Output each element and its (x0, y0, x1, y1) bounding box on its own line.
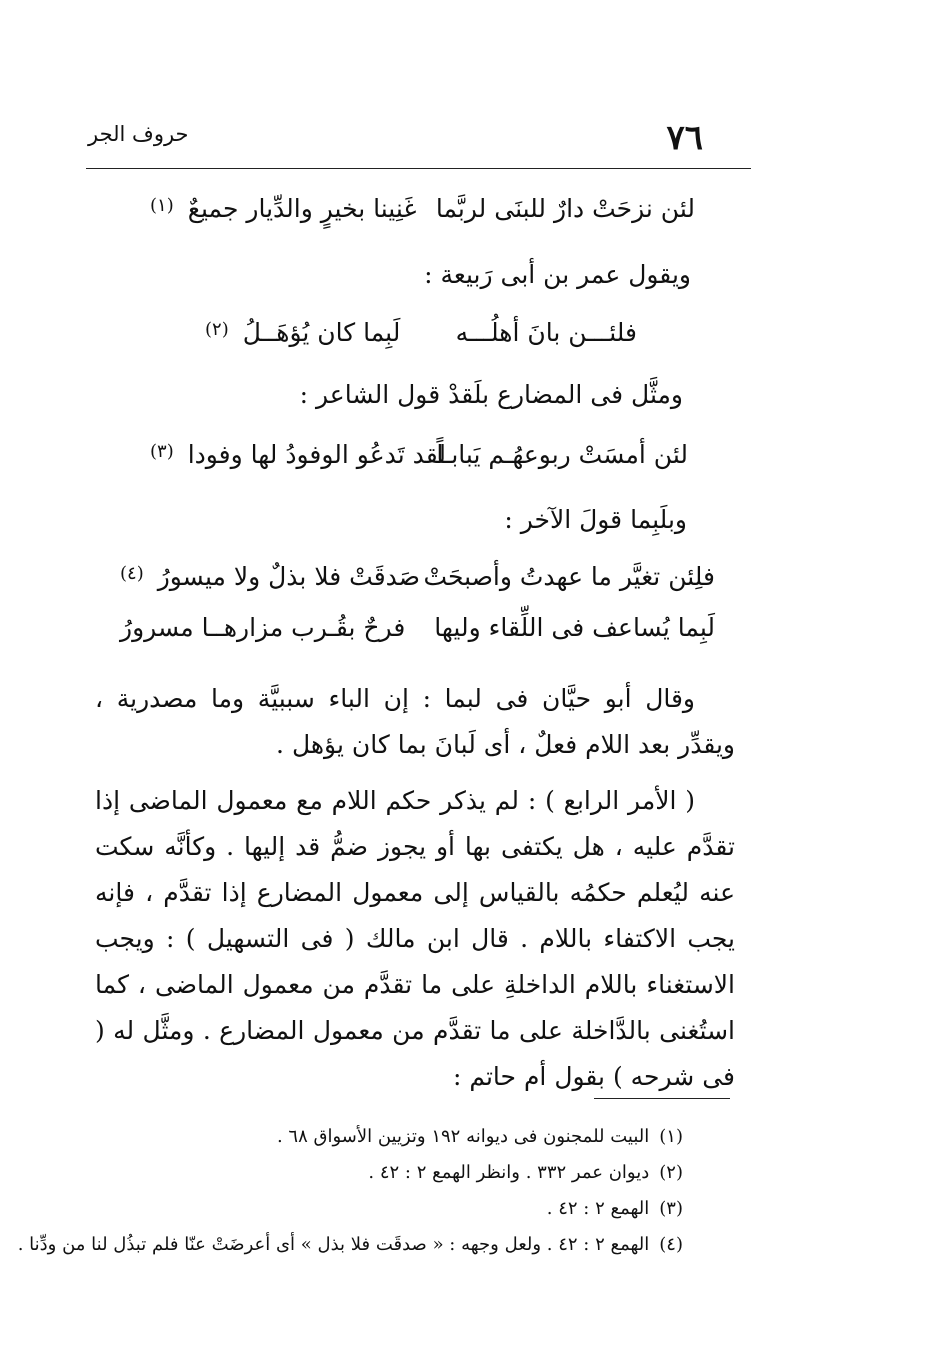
verse-5 (120, 613, 715, 647)
verse-1-second-text: غَنِينا بخيرٍ والدِّيار جميعٌ (187, 194, 417, 223)
verse-1-second-hemistich (150, 194, 416, 223)
footnote-1-text: البيت للمجنون فى ديوانه ١٩٢ وتزيين الأسواق ٦٨ . (276, 1126, 650, 1147)
intro-akhar: وبلَبِما قولَ الآخر : (504, 505, 687, 534)
footnote-2-text: ديوان عمر ٣٣٢ . وانظر الهمع ٢ : ٤٢ . (368, 1162, 650, 1183)
footnote-2 (368, 1162, 683, 1183)
verse-3-second-text: لقد تَدعُو الوفودُ لها وفودا (187, 440, 447, 469)
verse-5-second-hemistich: فرحٌ بقُـرب مزارهــا مسرورُ (120, 613, 406, 642)
footnote-ref-2: (٢) (205, 319, 229, 340)
footnote-3-number: (٣) (659, 1198, 683, 1219)
footnote-2-number: (٢) (659, 1162, 683, 1183)
footnote-ref-1: (١) (150, 195, 174, 216)
verse-2 (205, 318, 637, 352)
footnote-4-text: الهمع ٢ : ٤٢ . ولعل وجهه : « صدقَت فلا بذل » أى أعرضَتْ عنّا فلم تبذُل لنا من ودِّنا . (17, 1234, 650, 1255)
verse-3-second-hemistich (150, 440, 446, 469)
footnote-4 (18, 1234, 683, 1255)
footnote-1 (277, 1126, 683, 1147)
footnote-3-text: الهمع ٢ : ٤٢ . (546, 1198, 650, 1219)
footnote-ref-4: (٤) (120, 563, 144, 584)
verse-4-first-hemistich: فلِئن تغيَّر ما عهدتُ وأصبحَتْ (423, 562, 715, 591)
verse-2-second-hemistich (205, 318, 400, 347)
verse-1-first-hemistich: لئن نزحَتْ دارٌ للبنَى لربَّما (435, 194, 695, 223)
page-number: ٧٦ (666, 118, 703, 158)
verse-2-second-text: لَبِما كان يُؤهَــلُ (242, 318, 401, 347)
intro-umar: ويقول عمر بن أبى رَبيعة : (424, 260, 691, 289)
verse-4-second-hemistich (120, 562, 420, 591)
verse-4-second-text: صَدقَتْ فلا بذلٌ ولا ميسورُ (157, 562, 420, 591)
verse-2-first-hemistich: فلئـــن بانَ أهلُـــه (455, 318, 637, 347)
intro-mudari: ومثَّل فى المضارع بلَقدْ قول الشاعر : (299, 380, 683, 409)
verse-3 (150, 440, 688, 474)
verse-3-first-hemistich: لئن أمسَتْ ربوعهُـم يَبابـاً (436, 440, 688, 469)
footnote-1-number: (١) (659, 1126, 683, 1147)
header-rule (86, 168, 751, 169)
running-head: حروف الجر (88, 122, 189, 146)
verse-5-first-hemistich: لَبِما يُساعف فى اللِّقاء وليها (434, 613, 715, 642)
footnote-rule (594, 1098, 730, 1099)
paragraph-abu-hayyan: وقال أبو حيَّان فى لبما : إن الباء سببيَّة وما مصدرية ، ويقدِّر بعد اللام فعلٌ ، أى لَبانَ بما كان يؤهل . (95, 684, 735, 759)
paragraph-fourth-matter: ( الأمر الرابع ) : لم يذكر حكم اللام مع معمول الماضى إذا تقدَّم عليه ، هل يكتفى بها أو يجوز ضمُّ قد إليها . وكأنَّه سكت عنه ليُعلم حكمُه بالقياس إلى معمول المضارع إذا تقدَّم ، فإنه يجب الاكتفاء باللام . قال ابن مالك ( فى التسهيل ) : ويجب الاستغناء باللام الداخلةِ على ما تقدَّم من معمول الماضى ، كما استُغنى بالدَّاخلة على ما تقدَّم من معمول المضارع . ومثَّل له ( فى شرحه ) بقول أم حاتم : (95, 786, 735, 1091)
footnote-ref-3: (٣) (150, 441, 174, 462)
footnote-3 (547, 1198, 683, 1219)
verse-4 (120, 562, 715, 596)
verse-1 (150, 194, 695, 228)
footnote-4-number: (٤) (659, 1234, 683, 1255)
